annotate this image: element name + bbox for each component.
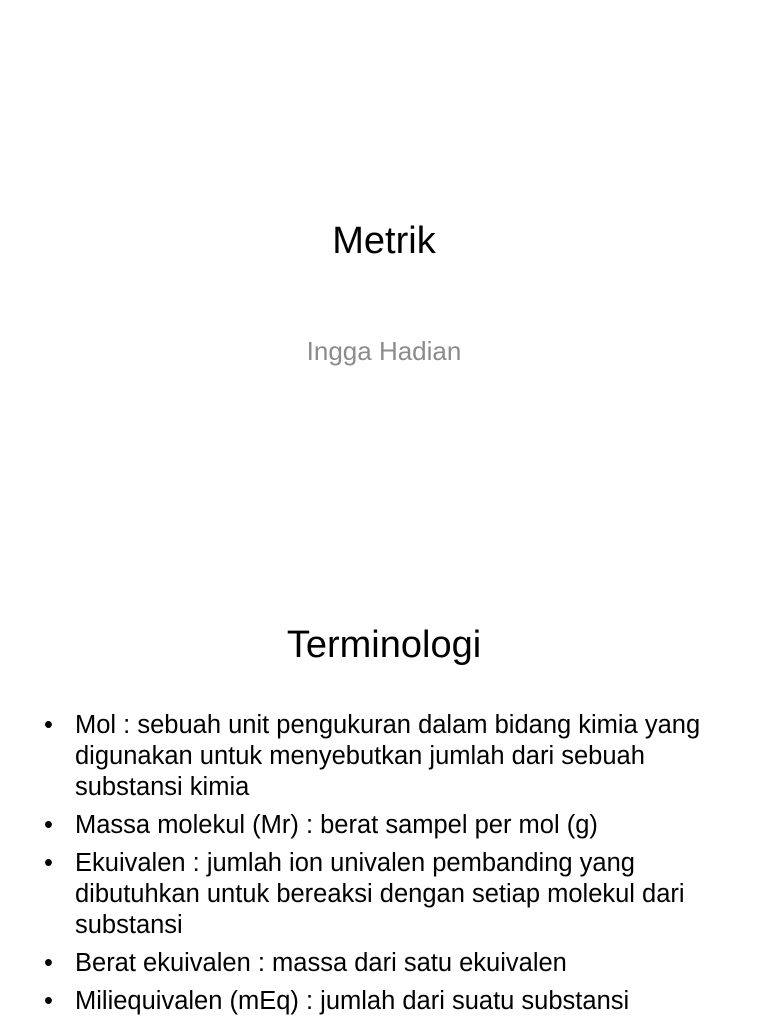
bullet-icon: • [44, 987, 53, 1015]
list-item-text: Ekuivalen : jumlah ion univalen pembanding yang dibutuhkan untuk bereaksi dengan setiap molekul dari substansi [75, 849, 685, 939]
list-item-miliequivalen [38, 986, 738, 1017]
slide-terminologi [0, 576, 768, 1024]
list-item-massa-molekul [38, 810, 738, 841]
list-item-text: Massa molekul (Mr) : berat sampel per mol (g) [75, 811, 598, 839]
bullet-icon: • [44, 811, 53, 839]
slide-title-heading: Metrik [332, 220, 436, 262]
list-item-text: Berat ekuivalen : massa dari satu ekuivalen [75, 949, 567, 977]
list-item-mol [38, 710, 738, 803]
terminology-list [38, 710, 738, 1024]
bullet-icon: • [44, 711, 53, 739]
list-item-berat-ekuivalen [38, 948, 738, 979]
list-item-text: Mol : sebuah unit pengukuran dalam bidang kimia yang digunakan untuk menyebutkan jumlah dari sebuah substansi kimia [75, 711, 701, 801]
bullet-icon: • [44, 849, 53, 877]
list-item-ekuivalen [38, 848, 738, 941]
slide-terminologi-heading: Terminologi [286, 624, 482, 666]
bullet-icon: • [44, 949, 53, 977]
slide-subtitle-author: Ingga Hadian [306, 336, 462, 366]
list-item-text: Miliequivalen (mEq) : jumlah dari suatu substansi [75, 987, 630, 1015]
